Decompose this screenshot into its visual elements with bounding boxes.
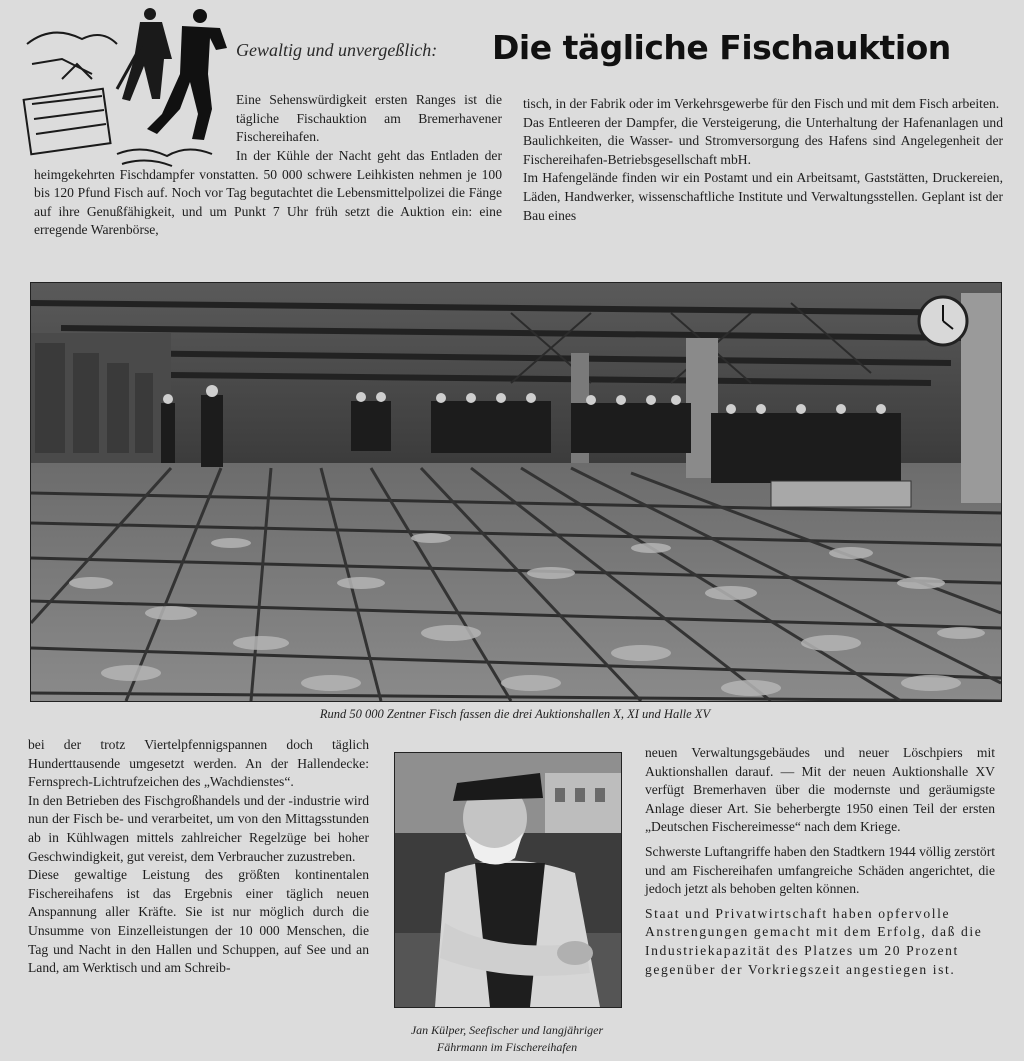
intro-left-para-1: Eine Sehenswürdigkeit ersten Ranges ist die tägliche Fischauktion am Bremerhavener Fischereihafen. (236, 92, 502, 145)
intro-left-column (236, 91, 502, 147)
intro-right-para-3: Im Hafengelände finden wir ein Postamt und ein Arbeitsamt, Gaststätten, Druckereien, Läden, Handwerker, wissenschaftliche Institute und Verwaltungsstellen. Geplant ist der Bau eines (523, 170, 1003, 223)
bottom-right-para-1: neuen Verwaltungsgebäudes und neuer Löschpiers mit Auktionshallen darauf. — Mit der neuen Auktionshalle XV verfügt Bremerhaven über die modernste und geräumigste Anlage dieser Art. Sie beherbergte 1950 einen Teil der ersten „Deutschen Fischereimesse“ nach dem Kriege. (645, 745, 995, 835)
main-photo-caption: Rund 50 000 Zentner Fisch fassen die drei Auktionshallen X, XI und Halle XV (319, 707, 711, 721)
bottom-left-para-2: In den Betrieben des Fischgroßhandels und der -industrie wird nun der Fisch be- und verarbeitet, um von den Mittagsstunden ab in Kühlwagen mittels zahlreicher Regelzüge bei hoher Geschwindigkeit, gut vereist, dem Verbraucher zuzustreben. (28, 792, 369, 864)
bottom-right-para-3: Staat und Privatwirtschaft haben opfervolle Anstrengungen gemacht mit dem Erfolg, daß die Industriekapazität des Platzes um 20 Prozent gegenüber der Vorkriegszeit angestiegen ist. (645, 905, 983, 977)
portrait-caption-line-2: Fährmann im Fischereihafen (436, 1040, 578, 1054)
portrait-photo (394, 752, 622, 1008)
auction-hall-photo (30, 282, 1002, 702)
bottom-left-para-1: bei der trotz Viertelpfennigspannen doch täglich Hunderttausende umgesetzt werden. An der Hallendecke: Fernsprech-Lichtrufzeichen des „Wachdienstes“. (28, 737, 369, 790)
header-kicker: Gewaltig und unvergeßlich: (236, 40, 438, 60)
intro-right-para-2: Das Entleeren der Dampfer, die Versteigerung, die Unterhaltung der Hafenanlagen und Baulichkeiten, die Wasser- und Stromversorgung des Hafens sind Angelegenheit der Fischereihafen-Betriebsgesellschaft mbH. (523, 114, 1003, 167)
portrait-caption-line-1: Jan Külper, Seefischer und langjähriger (410, 1023, 604, 1037)
bottom-left-column (28, 736, 369, 978)
bottom-right-column (645, 744, 995, 979)
bottom-left-para-3: Diese gewaltige Leistung des größten kontinentalen Fischereihafens ist das Ergebnis einer täglich neuen Anspannung aller Kräfte. Sie ist nur möglich durch die Unsumme von Einzelleistungen der 10 000 Menschen, die Tag und Nacht in den Hallen und Schuppen, auf See und an Land, am Werktisch und am Schreib- (28, 867, 369, 976)
intro-right-column (523, 95, 1003, 225)
page-title: Die tägliche Fischauktion (492, 28, 951, 67)
intro-left-para-2: In der Kühle der Nacht geht das Entladen der heimgekehrten Fischdampfer vonstatten. 50 000 schwere Leihkisten nehmen je 100 bis 120 Pfund Fisch auf. Noch vor Tag begutachtet die Lebensmittelpolizei die Fänge auf ihre Genußfähigkeit, und um Punkt 7 Uhr früh setzt die Auktion ein: eine erregende Warenbörse, (34, 148, 502, 238)
intro-right-para-1: tisch, in der Fabrik oder im Verkehrsgewerbe für den Fisch und mit dem Fisch arbeiten. (523, 96, 1000, 111)
intro-left-column-wide (34, 147, 502, 240)
portrait-caption (378, 1022, 636, 1056)
bottom-right-para-2: Schwerste Luftangriffe haben den Stadtkern 1944 völlig zerstört und am Fischereihafen umfangreiche Schäden angerichtet, die jedoch jetzt als behoben gelten können. (645, 843, 995, 897)
